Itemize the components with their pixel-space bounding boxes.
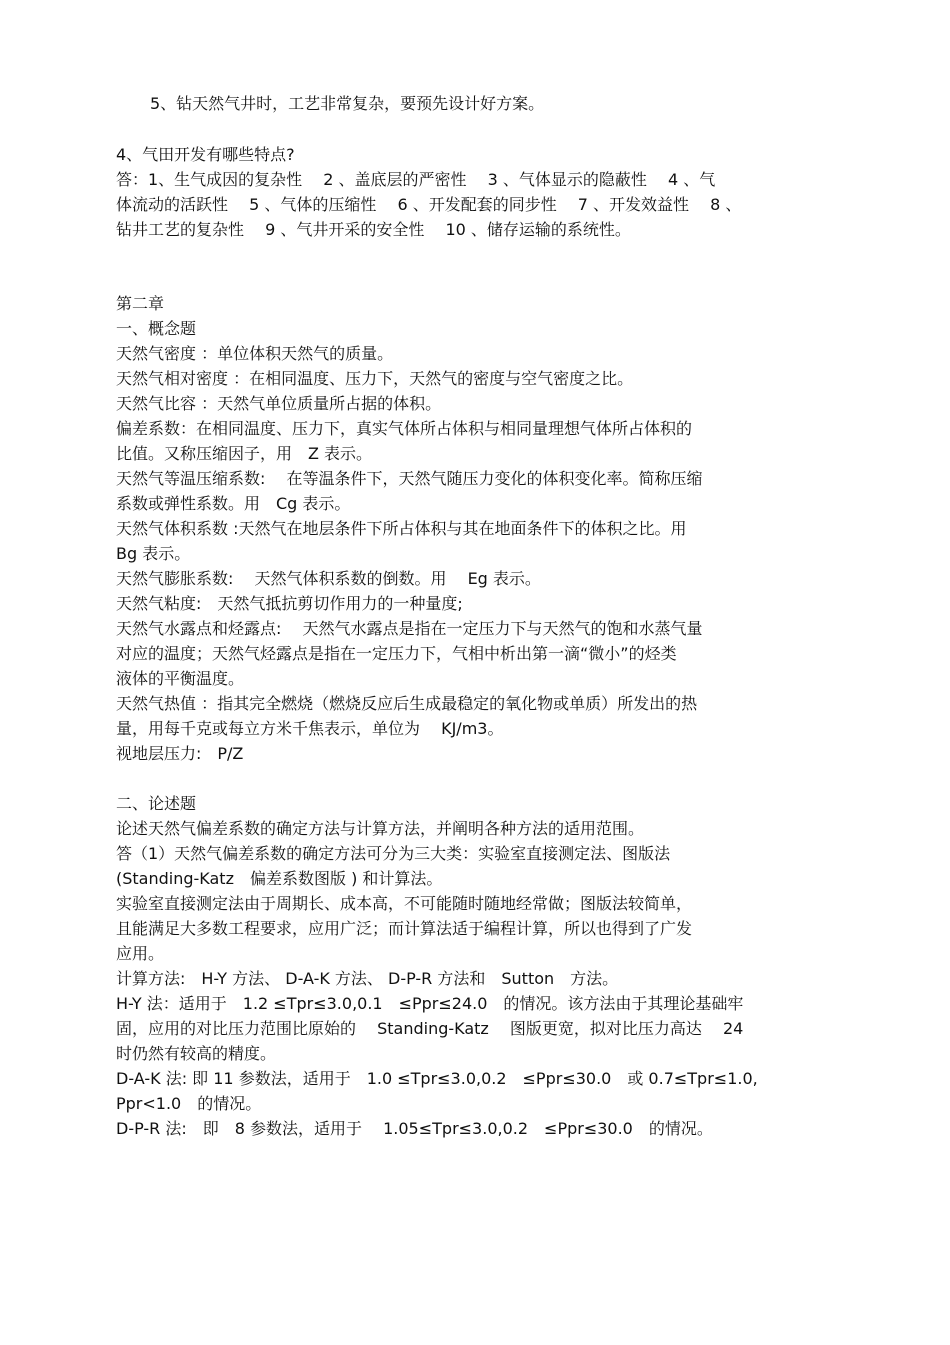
concept-line: 天然气密度 ：单位体积天然气的质量。 (116, 344, 394, 363)
discussion-line: (Standing-Katz 偏差系数图版 ) 和计算法。 (116, 869, 443, 888)
chapter-title: 第二章 (116, 294, 165, 313)
concept-line: 液体的平衡温度。 (116, 669, 245, 688)
concept-line: 比值。又称压缩因子，用 Z 表示。 (116, 444, 373, 463)
concept-line: 天然气相对密度 ：在相同温度、压力下，天然气的密度与空气密度之比。 (116, 369, 634, 388)
concept-line: Bg 表示。 (116, 544, 191, 563)
discussion-line: 且能满足大多数工程要求，应用广泛；而计算法适于编程计算，所以也得到了广发 (116, 919, 693, 938)
discussion-line: D-P-R 法: 即 8 参数法，适用于 1.05≤Tpr≤3.0,0.2 ≤Ppr≤30.0 的情况。 (116, 1119, 713, 1138)
answer-line: 体流动的活跃性 5 、气体的压缩性 6 、开发配套的同步性 7 、开发效益性 8 、 (116, 195, 742, 214)
concept-line: 对应的温度；天然气烃露点是指在一定压力下，气相中析出第一滴“微小”的烃类 (116, 644, 677, 663)
concept-line: 视地层压力: P/Z (116, 744, 244, 763)
concept-line: 天然气等温压缩系数: 在等温条件下，天然气随压力变化的体积变化率。简称压缩 (116, 469, 703, 488)
concept-line: 天然气膨胀系数: 天然气体积系数的倒数。用 Eg 表示。 (116, 569, 541, 588)
discussion-line: 应用。 (116, 944, 165, 963)
discussion-line: Ppr<1.0 的情况。 (116, 1094, 262, 1113)
concept-line: 量，用每千克或每立方米千焦表示，单位为 KJ/m3。 (116, 719, 504, 738)
discussion-line: 实验室直接测定法由于周期长、成本高，不可能随时随地经常做；图版法较简单， (116, 894, 693, 913)
concept-line: 天然气比容 ：天然气单位质量所占据的体积。 (116, 394, 442, 413)
concept-line: 偏差系数：在相同温度、压力下，真实气体所占体积与相同量理想气体所占体积的 (116, 419, 693, 438)
discussion-line: H-Y 法：适用于 1.2 ≤Tpr≤3.0,0.1 ≤Ppr≤24.0 的情况。该方法由于其理论基础牢 (116, 994, 744, 1013)
concept-line: 天然气粘度: 天然气抵抗剪切作用力的一种量度; (116, 594, 463, 613)
discussion-line: D-A-K 法: 即 11 参数法，适用于 1.0 ≤Tpr≤3.0,0.2 ≤Ppr≤30.0 或 0.7≤Tpr≤1.0, (116, 1069, 758, 1088)
discussion-line: 答（1）天然气偏差系数的确定方法可分为三大类：实验室直接测定法、图版法 (116, 844, 671, 863)
concept-line: 系数或弹性系数。用 Cg 表示。 (116, 494, 351, 513)
discussion-line: 时仍然有较高的精度。 (116, 1044, 277, 1063)
answer-line: 答：1、生气成因的复杂性 2 、盖底层的严密性 3 、气体显示的隐蔽性 4 、气 (116, 170, 716, 189)
discussion-line: 计算方法: H-Y 方法、 D-A-K 方法、 D-P-R 方法和 Sutton 方法。 (116, 969, 619, 988)
concept-line: 天然气热值 ：指其完全燃烧（燃烧反应后生成最稳定的氧化物或单质）所发出的热 (116, 694, 698, 713)
concept-line: 天然气水露点和烃露点: 天然气水露点是指在一定压力下与天然气的饱和水蒸气量 (116, 619, 703, 638)
answer-line: 钻井工艺的复杂性 9 、气井开采的安全性 10 、储存运输的系统性。 (116, 220, 631, 239)
section-heading-concepts: 一、概念题 (116, 319, 197, 338)
discussion-line: 固，应用的对比压力范围比原始的 Standing-Katz 图版更宽，拟对比压力高达 24 (116, 1019, 744, 1038)
section-heading-discussion: 二、论述题 (116, 794, 197, 813)
question-4: 4、气田开发有哪些特点? (116, 145, 295, 164)
discussion-line: 论述天然气偏差系数的确定方法与计算方法，并阐明各种方法的适用范围。 (116, 819, 645, 838)
concept-line: 天然气体积系数 :天然气在地层条件下所占体积与其在地面条件下的体积之比。用 (116, 519, 687, 538)
prev-list-item-5: 5、钻天然气井时，工艺非常复杂，要预先设计好方案。 (150, 94, 545, 113)
